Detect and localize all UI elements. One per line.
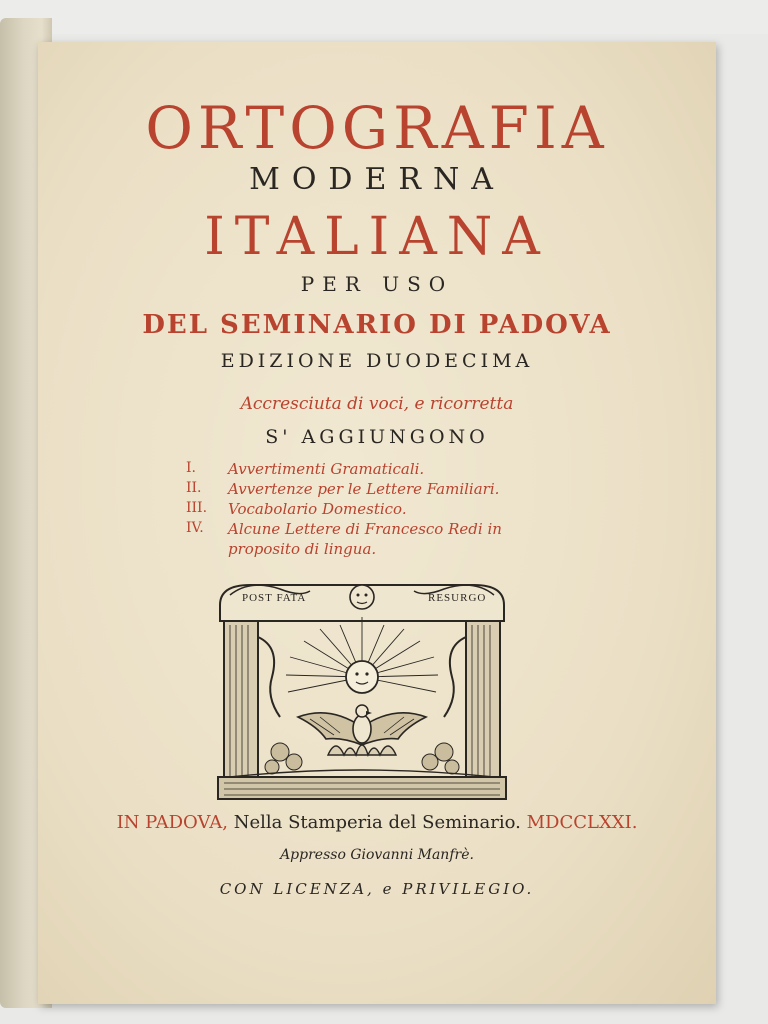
contents-list	[186, 460, 566, 560]
device-motto-right: RESURGO	[428, 592, 487, 604]
list-item-number: III.	[186, 500, 208, 516]
list-item	[186, 460, 566, 480]
title-line-italiana: ITALIANA	[204, 207, 550, 267]
imprint-line	[38, 812, 716, 833]
list-item	[186, 520, 566, 560]
title-line-ortografia: ORTOGRAFIA	[145, 94, 609, 162]
list-item	[186, 500, 566, 520]
imprint-press: Nella Stamperia del Seminario.	[233, 812, 521, 833]
title-line-seminario: DEL SEMINARIO DI PADOVA	[142, 310, 612, 340]
list-item-text: Vocabolario Domestico.	[228, 500, 407, 518]
list-item	[186, 480, 566, 500]
list-item-text: Avvertimenti Gramaticali.	[228, 460, 425, 478]
list-item-text: Avvertenze per le Lettere Familiari.	[228, 480, 500, 498]
additions-heading: S' AGGIUNGONO	[265, 426, 489, 448]
list-item-number: I.	[186, 460, 196, 476]
list-item-continuation: proposito di lingua.	[228, 540, 377, 558]
edition-line: EDIZIONE DUODECIMA	[220, 350, 534, 372]
imprint-printer: Appresso Giovanni Manfrè.	[280, 847, 474, 863]
title-line-moderna: MODERNA	[249, 162, 505, 197]
printer-device-woodcut	[210, 577, 514, 807]
background	[0, 0, 768, 34]
list-item-text: Alcune Lettere di Francesco Redi in	[228, 520, 502, 538]
edition-note: Accresciuta di voci, e ricorretta	[240, 394, 514, 414]
imprint-place: IN PADOVA,	[116, 812, 228, 833]
device-motto-left: POST FATA	[242, 592, 307, 604]
imprint-year: MDCCLXXI.	[526, 812, 638, 833]
title-page	[38, 42, 716, 1004]
title-line-per-uso: PER USO	[300, 272, 454, 296]
list-item-number: IV.	[186, 520, 204, 536]
list-item-number: II.	[186, 480, 202, 496]
imprint-license: CON LICENZA, e PRIVILEGIO.	[219, 880, 535, 898]
